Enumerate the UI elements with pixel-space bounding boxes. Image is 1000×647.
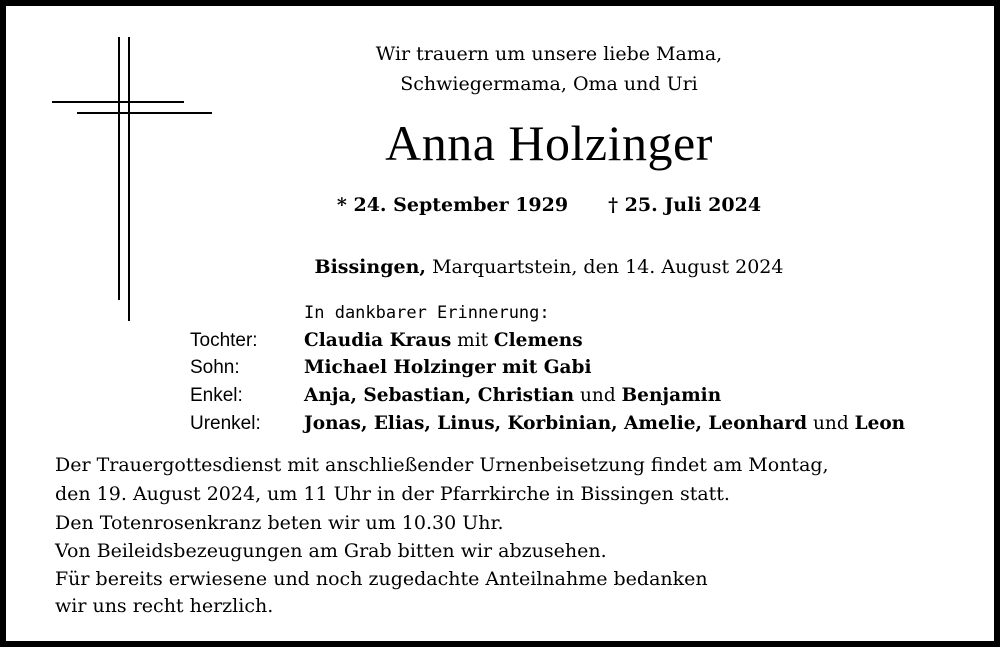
relative-label: Enkel: <box>190 385 243 406</box>
name-part: Michael Holzinger mit Gabi <box>304 357 592 378</box>
name-part: Anja, Sebastian, Christian <box>304 385 575 406</box>
place-date-line <box>300 254 798 280</box>
connector-part: und <box>574 385 622 406</box>
relative-names <box>304 328 583 354</box>
place-rest: Marquartstein, den 14. August 2024 <box>426 256 784 278</box>
cross-horizontal-line <box>52 101 184 103</box>
death-date: † 25. Juli 2024 <box>608 194 762 216</box>
cross-horizontal-line <box>77 112 212 114</box>
service-text-line: Für bereits erwiesene und noch zugedachte Anteilnahme bedanken <box>55 568 708 590</box>
name-part: Benjamin <box>621 385 722 406</box>
relative-names <box>304 383 721 409</box>
relative-label: Sohn: <box>190 357 240 378</box>
service-text-line: Von Beileidsbezeugungen am Grab bitten wir abzusehen. <box>55 540 607 562</box>
relative-names <box>304 411 905 437</box>
intro-line: Wir trauern um unsere liebe Mama, <box>375 43 723 65</box>
service-text-line: wir uns recht herzlich. <box>55 595 274 617</box>
place-bold: Bissingen, <box>314 256 427 278</box>
relative-names <box>304 355 592 381</box>
relative-label: Tochter: <box>190 330 258 351</box>
name-part: Clemens <box>493 330 583 351</box>
intro-line: Schwiegermama, Oma und Uri <box>400 73 698 95</box>
thanks-heading: In dankbarer Erinnerung: <box>304 303 550 323</box>
cross-vertical-line <box>118 37 120 300</box>
connector-part: mit <box>451 330 494 351</box>
cross-vertical-line <box>128 37 130 321</box>
service-text-line: Der Trauergottesdienst mit anschließender Urnenbeisetzung findet am Montag, <box>55 454 829 476</box>
deceased-name: Anna Holzinger <box>385 115 713 171</box>
name-part: Jonas, Elias, Linus, Korbinian, Amelie, Leonhard <box>304 413 808 434</box>
name-part: Claudia Kraus <box>304 330 452 351</box>
name-part: Leon <box>854 413 906 434</box>
birth-date: * 24. September 1929 <box>336 194 569 216</box>
connector-part: und <box>807 413 855 434</box>
service-text-line: den 19. August 2024, um 11 Uhr in der Pfarrkirche in Bissingen statt. <box>55 483 730 505</box>
relative-label: Urenkel: <box>190 413 261 434</box>
service-text-line: Den Totenrosenkranz beten wir um 10.30 Uhr. <box>55 512 504 534</box>
life-dates <box>300 192 798 218</box>
